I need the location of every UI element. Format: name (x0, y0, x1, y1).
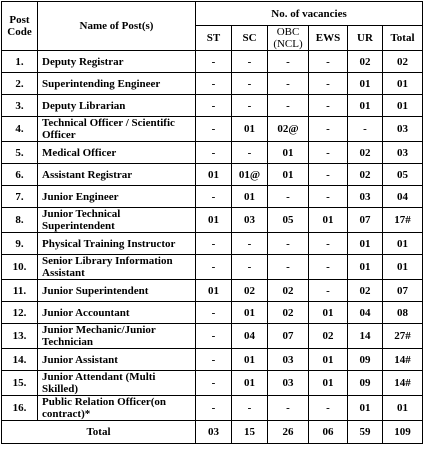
table-row (2, 117, 423, 142)
st-cell: - (196, 396, 232, 421)
obc-cell: - (268, 186, 309, 208)
totals-st: 03 (196, 421, 232, 444)
post-name-cell: Technical Officer / Scientific Officer (38, 117, 196, 142)
ur-cell: 01 (348, 255, 383, 280)
ews-cell: - (309, 142, 348, 164)
st-header: ST (196, 26, 232, 51)
post-name-cell: Junior Superintendent (38, 280, 196, 302)
total-cell: 03 (383, 117, 423, 142)
table-row (2, 186, 423, 208)
ews-cell: - (309, 117, 348, 142)
post-code-cell: 7. (2, 186, 38, 208)
total-cell: 03 (383, 142, 423, 164)
obc-cell: 02 (268, 280, 309, 302)
sc-cell: 01 (232, 302, 268, 324)
post-name-cell: Deputy Librarian (38, 95, 196, 117)
sc-cell: 04 (232, 324, 268, 349)
post-name-cell: Junior Attendant (Multi Skilled) (38, 371, 196, 396)
total-cell: 07 (383, 280, 423, 302)
st-cell: - (196, 186, 232, 208)
vacancies-header: No. of vacancies (196, 2, 423, 26)
ews-cell: - (309, 233, 348, 255)
ur-cell: 07 (348, 208, 383, 233)
st-cell: - (196, 302, 232, 324)
total-cell: 14# (383, 349, 423, 371)
table-row (2, 280, 423, 302)
sc-cell: - (232, 233, 268, 255)
obc-cell: 07 (268, 324, 309, 349)
ews-cell: 01 (309, 371, 348, 396)
ur-cell: 04 (348, 302, 383, 324)
post-code-cell: 3. (2, 95, 38, 117)
obc-cell: - (268, 396, 309, 421)
table-row (2, 255, 423, 280)
ur-cell: 02 (348, 51, 383, 73)
st-cell: - (196, 117, 232, 142)
st-cell: - (196, 73, 232, 95)
ews-cell: - (309, 186, 348, 208)
obc-cell: - (268, 233, 309, 255)
sc-cell: 01@ (232, 164, 268, 186)
post-code-cell: 10. (2, 255, 38, 280)
table-row (2, 233, 423, 255)
ews-cell: - (309, 164, 348, 186)
st-cell: 01 (196, 164, 232, 186)
post-name-cell: Junior Technical Superintendent (38, 208, 196, 233)
totals-ur: 59 (348, 421, 383, 444)
post-code-cell: 11. (2, 280, 38, 302)
table-row (2, 208, 423, 233)
ur-cell: - (348, 117, 383, 142)
obc-header: OBC (NCL) (268, 26, 309, 51)
post-name-cell: Medical Officer (38, 142, 196, 164)
post-code-cell: 4. (2, 117, 38, 142)
post-code-cell: 14. (2, 349, 38, 371)
sc-cell: - (232, 95, 268, 117)
sc-cell: - (232, 51, 268, 73)
post-code-cell: 6. (2, 164, 38, 186)
total-cell: 01 (383, 396, 423, 421)
post-code-cell: 13. (2, 324, 38, 349)
sc-cell: 01 (232, 186, 268, 208)
total-cell: 08 (383, 302, 423, 324)
sc-cell: 01 (232, 117, 268, 142)
ews-cell: 02 (309, 324, 348, 349)
obc-cell: 02 (268, 302, 309, 324)
obc-cell: 01 (268, 142, 309, 164)
obc-cell: 03 (268, 349, 309, 371)
post-code-cell: 15. (2, 371, 38, 396)
st-cell: 01 (196, 280, 232, 302)
total-cell: 02 (383, 51, 423, 73)
ur-cell: 09 (348, 349, 383, 371)
obc-cell: 02@ (268, 117, 309, 142)
obc-cell: - (268, 95, 309, 117)
ur-cell: 02 (348, 280, 383, 302)
obc-cell: - (268, 255, 309, 280)
ews-cell: - (309, 280, 348, 302)
table-row (2, 51, 423, 73)
total-header: Total (383, 26, 423, 51)
obc-cell: - (268, 73, 309, 95)
post-name-cell: Deputy Registrar (38, 51, 196, 73)
table-row (2, 142, 423, 164)
table-row (2, 302, 423, 324)
table-row (2, 164, 423, 186)
ur-cell: 14 (348, 324, 383, 349)
sc-cell: 01 (232, 349, 268, 371)
ur-cell: 01 (348, 233, 383, 255)
post-code-cell: 1. (2, 51, 38, 73)
totals-label: Total (2, 421, 196, 444)
totals-sc: 15 (232, 421, 268, 444)
sc-cell: 03 (232, 208, 268, 233)
st-cell: - (196, 51, 232, 73)
ur-cell: 01 (348, 73, 383, 95)
st-cell: - (196, 349, 232, 371)
total-cell: 01 (383, 95, 423, 117)
post-code-cell: 2. (2, 73, 38, 95)
sc-cell: 01 (232, 371, 268, 396)
post-name-cell: Physical Training Instructor (38, 233, 196, 255)
obc-cell: 05 (268, 208, 309, 233)
post-name-cell: Assistant Registrar (38, 164, 196, 186)
post-code-cell: 12. (2, 302, 38, 324)
post-name-cell: Senior Library Information Assistant (38, 255, 196, 280)
obc-cell: 01 (268, 164, 309, 186)
post-name-header: Name of Post(s) (38, 2, 196, 51)
ews-cell: - (309, 51, 348, 73)
st-cell: - (196, 95, 232, 117)
total-cell: 27# (383, 324, 423, 349)
totals-obc: 26 (268, 421, 309, 444)
totals-ews: 06 (309, 421, 348, 444)
ur-cell: 02 (348, 142, 383, 164)
post-name-cell: Junior Assistant (38, 349, 196, 371)
total-cell: 17# (383, 208, 423, 233)
ur-cell: 01 (348, 95, 383, 117)
ur-cell: 03 (348, 186, 383, 208)
post-code-cell: 16. (2, 396, 38, 421)
ews-cell: 01 (309, 208, 348, 233)
sc-cell: - (232, 255, 268, 280)
total-cell: 05 (383, 164, 423, 186)
table-row (2, 349, 423, 371)
post-code-cell: 9. (2, 233, 38, 255)
totals-row (2, 421, 423, 444)
ews-header: EWS (309, 26, 348, 51)
total-cell: 04 (383, 186, 423, 208)
total-cell: 14# (383, 371, 423, 396)
post-code-cell: 8. (2, 208, 38, 233)
table-body (2, 51, 423, 421)
ur-header: UR (348, 26, 383, 51)
post-name-cell: Junior Mechanic/Junior Technician (38, 324, 196, 349)
table-row (2, 396, 423, 421)
st-cell: - (196, 255, 232, 280)
sc-cell: - (232, 396, 268, 421)
st-cell: - (196, 371, 232, 396)
st-cell: 01 (196, 208, 232, 233)
ews-cell: - (309, 73, 348, 95)
post-name-cell: Junior Accountant (38, 302, 196, 324)
ews-cell: - (309, 396, 348, 421)
ur-cell: 01 (348, 396, 383, 421)
ur-cell: 09 (348, 371, 383, 396)
total-cell: 01 (383, 255, 423, 280)
obc-cell: - (268, 51, 309, 73)
table-row (2, 371, 423, 396)
table-row (2, 324, 423, 349)
header-row (2, 2, 423, 26)
sc-cell: 02 (232, 280, 268, 302)
post-name-cell: Superintending Engineer (38, 73, 196, 95)
st-cell: - (196, 324, 232, 349)
total-cell: 01 (383, 73, 423, 95)
table-row (2, 95, 423, 117)
ews-cell: - (309, 255, 348, 280)
post-name-cell: Junior Engineer (38, 186, 196, 208)
post-name-cell: Public Relation Officer(on contract)* (38, 396, 196, 421)
totals-total: 109 (383, 421, 423, 444)
obc-cell: 03 (268, 371, 309, 396)
st-cell: - (196, 142, 232, 164)
sc-cell: - (232, 142, 268, 164)
ur-cell: 02 (348, 164, 383, 186)
sc-header: SC (232, 26, 268, 51)
sc-cell: - (232, 73, 268, 95)
post-code-header: Post Code (2, 2, 38, 51)
total-cell: 01 (383, 233, 423, 255)
table-row (2, 73, 423, 95)
ews-cell: 01 (309, 349, 348, 371)
post-code-cell: 5. (2, 142, 38, 164)
st-cell: - (196, 233, 232, 255)
ews-cell: - (309, 95, 348, 117)
vacancy-table (1, 1, 423, 444)
ews-cell: 01 (309, 302, 348, 324)
